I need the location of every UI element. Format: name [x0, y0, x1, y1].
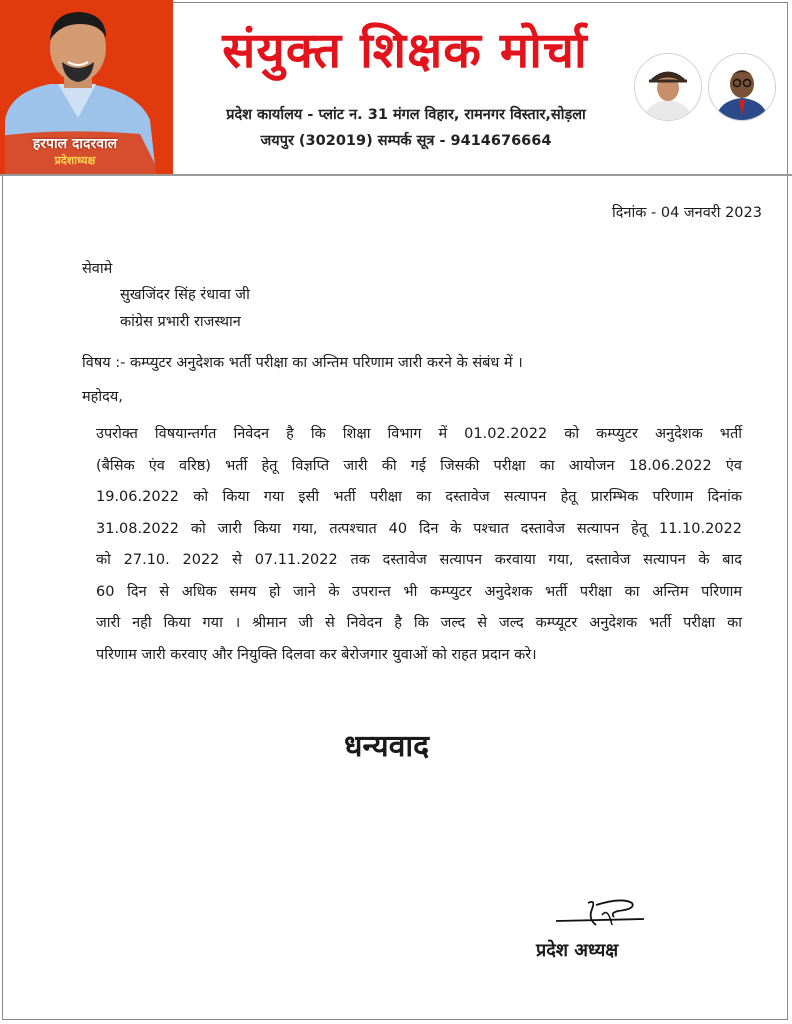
letterhead: [0, 0, 792, 174]
signature: [552, 895, 662, 931]
letter-subject: विषय :- कम्प्युटर अनुदेशक भर्ती परीक्षा का अन्तिम परिणाम जारी करने के संबंध में ।: [82, 355, 523, 371]
body-line: उपरोक्त विषयान्तर्गत निवेदन है कि शिक्षा विभाग में 01.02.2022 को कम्प्युटर अनुदेशक भर्ती: [96, 426, 742, 442]
recipient-designation: कांग्रेस प्रभारी राजस्थान: [120, 314, 241, 330]
organization-name: संयुक्त शिक्षक मोर्चा: [222, 22, 588, 79]
recipient-name: सुखजिंदर सिंह रंधावा जी: [120, 287, 250, 303]
sevame-label: सेवामे: [82, 261, 113, 277]
city-contact: जयपुर (302019) सम्पर्क सूत्र - 9414676664: [260, 133, 552, 149]
thanks-text: धन्यवाद: [344, 729, 430, 764]
body-line: परिणाम जारी करवाए और नियुक्ति दिलवा कर बेरोजगार युवाओं को राहत प्रदान करे।: [96, 646, 537, 663]
president-title: प्रदेशाध्यक्ष: [54, 154, 96, 167]
president-photo-panel: [0, 0, 173, 174]
body-line: 19.06.2022 को किया गया इसी भर्ती परीक्षा का दस्तावेज सत्यापन हेतू प्रारम्भिक परिणाम दिनांक: [96, 489, 742, 505]
header-divider: [0, 174, 792, 176]
letter-body: [96, 419, 742, 671]
body-line: (बैसिक एंव वरिष्ठ) भर्ती हेतू विज्ञप्ति जारी की गई जिसकी परीक्षा का आयोजन 18.06.2022 एंव: [96, 457, 742, 474]
salutation: महोदय,: [82, 389, 123, 405]
body-line: को 27.10. 2022 से 07.11.2022 तक दस्तावेज सत्यापन करवाया गया, दस्तावेज सत्यापन के बाद: [96, 552, 742, 568]
leader-portrait-2: [708, 53, 776, 121]
office-address: प्रदेश कार्यालय - प्लांट न. 31 मंगल विहार, रामनगर विस्तार,सोड़ला: [226, 107, 586, 123]
body-line: 60 दिन से अधिक समय हो जाने के उपरान्त भी कम्प्युटर अनुदेशक भर्ती परीक्षा का अन्तिम परिणाम: [96, 583, 742, 600]
body-line: जारी नही किया गया । श्रीमान जी से निवेदन है कि जल्द से जल्द कम्प्यूटर अनुदेशक भर्ती परीक्षा का: [96, 615, 742, 631]
president-name: हरपाल दादरवाल: [32, 136, 118, 152]
leader-portrait-1: [634, 53, 702, 121]
body-line: 31.08.2022 को जारी किया गया, तत्पश्चात 40 दिन के पश्चात दस्तावेज सत्यापन हेतू 11.10.2022: [96, 520, 742, 537]
letter-date: दिनांक - 04 जनवरी 2023: [612, 205, 762, 221]
signatory-designation: प्रदेश अध्यक्ष: [536, 940, 619, 961]
